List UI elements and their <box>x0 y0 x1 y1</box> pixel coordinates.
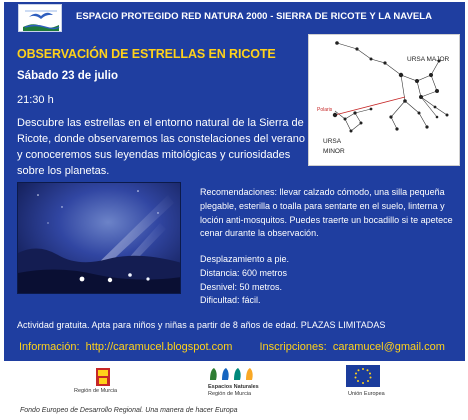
event-title: OBSERVACIÓN DE ESTRELLAS EN RICOTE <box>17 47 276 61</box>
signup-label: Inscripciones: <box>259 341 327 353</box>
label-polaris: Polaris <box>317 107 333 113</box>
event-time: 21:30 h <box>17 94 54 106</box>
label-ursa-major: URSA MAJOR <box>407 56 450 63</box>
eu-flag-icon <box>346 365 380 387</box>
label-ursa-minor-1: URSA <box>323 138 342 145</box>
activity-note: Actividad gratuita. Apta para niños y niñas a partir de 8 años de edad. PLAZAS LIMITADAS <box>17 320 386 330</box>
walk-details <box>200 253 400 308</box>
event-date: Sábado 23 de julio <box>17 70 118 82</box>
label-ursa-minor-2: MINOR <box>323 148 345 155</box>
eu-caption: Unión Europea <box>348 391 385 397</box>
region-murcia-text: Región de Murcia <box>74 388 118 394</box>
espacios-text-2: Región de Murcia <box>208 391 252 397</box>
signup-email-link[interactable]: caramucel@gmail.com <box>332 341 445 353</box>
region-murcia-logo <box>74 366 134 398</box>
elevation-info: Desnivel: 50 metros. <box>200 281 283 292</box>
event-description: Descubre las estrellas en el entorno natural de la Sierra de Ricote, donde observaremos las constelaciones del verano y conoceremos sus leyendas mitológicas y curiosidades sobre los planetas. <box>17 117 305 177</box>
info-label: Información: <box>19 341 80 353</box>
distance-info: Distancia: 600 metros <box>200 267 288 278</box>
difficulty-info: Dificultad: fácil. <box>200 295 261 306</box>
footer-note: Fondo Europeo de Desarrollo Regional. Una manera de hacer Europa <box>20 407 238 414</box>
night-sky-photo <box>17 182 181 294</box>
contact-row <box>19 341 464 353</box>
constellation-map <box>308 34 460 166</box>
espacios-text-1: Espacios Naturales <box>208 384 259 390</box>
travel-info: Desplazamiento a pie. <box>200 254 290 264</box>
sponsor-logos <box>0 362 468 404</box>
recommendations-text: Recomendaciones: llevar calzado cómodo, una silla pequeña plegable, esterilla o toalla para sentarte en el suelo, linterna y loción anti-mosquitos. Puedes traerte un bocadillo si te apetece cenar durante la observación. <box>200 187 453 239</box>
info-link[interactable]: http://caramucel.blogspot.com <box>85 341 233 353</box>
espacios-naturales-logo <box>206 366 286 398</box>
header-title: ESPACIO PROTEGIDO RED NATURA 2000 - SIERRA DE RICOTE Y LA NAVELA <box>76 11 432 22</box>
red-natura-logo <box>18 4 62 32</box>
